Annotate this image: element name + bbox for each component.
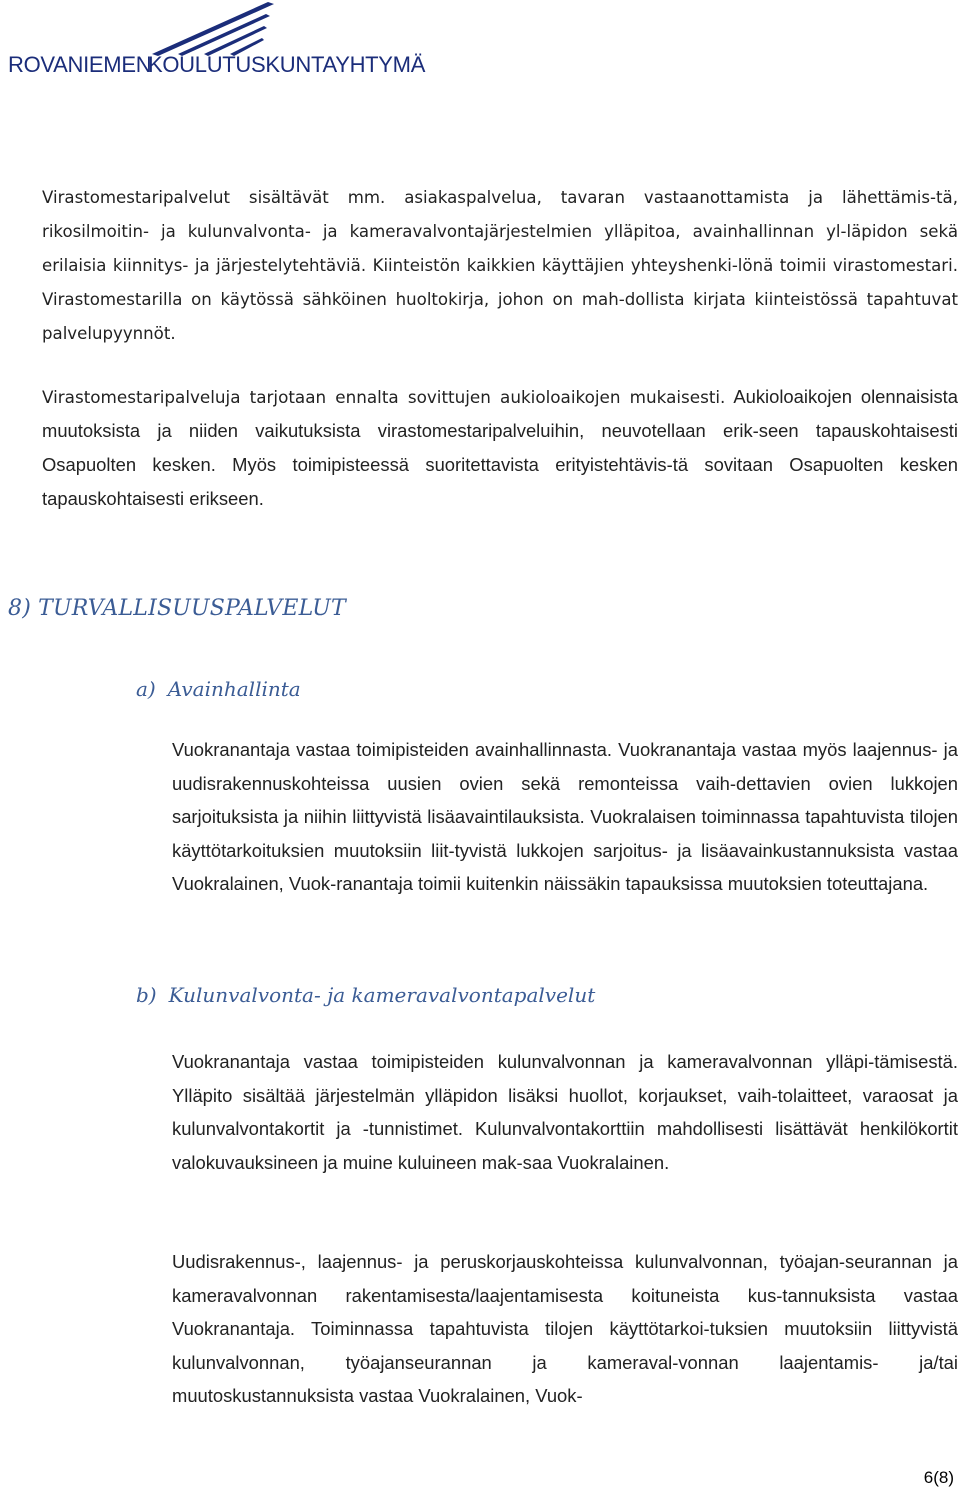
key-management-paragraph: Vuokranantaja vastaa toimipisteiden avainhallinnasta. Vuokranantaja vastaa myös laajennus- ja uudisrakennuskohteissa uusien ovien sekä remonteissa vaih-dettavien ovien lukkojen sarjoituksista ja niihin liittyvistä lisäavaintilauksista. Vuokralaisen toiminnassa tapahtuvista tilojen käyttötarkoituksien muutoksiin liit-tyvistä lukkojen sarjoitus- ja lisäavainkustannuksista vastaa Vuokralainen, Vuok-ranantaja toimii kuitenkin näissäkin tapauksissa muutoksien toteuttajana. xyxy=(172,739,958,895)
hours-text-1: Virastomestaripalveluja tarjotaan ennalta sovittujen aukioloaikojen mukaisesti. xyxy=(42,387,726,407)
hours-text-2: Aukioloaikojen olennaisista muutoksista ja niiden vaikutuksista virastomestaripalveluihin, neuvotellaan erik-seen tapauskohtaisesti Osapuolten kesken. xyxy=(42,386,958,475)
subsection-heading-access-control xyxy=(136,983,595,1007)
section-heading-security: 8) TURVALLISUUSPALVELUT xyxy=(8,596,346,621)
intro-paragraph xyxy=(42,181,958,351)
logo-swoosh-icon xyxy=(148,0,278,56)
hours-text-3: Myös toimipisteessä suoritettavista erityistehtävis-tä sovitaan Osapuolten kesken tapauskohtaisesti erikseen. xyxy=(42,454,958,509)
subsection-heading-key-management xyxy=(136,677,301,701)
intro-text: Virastomestaripalvelut sisältävät mm. asiakaspalvelua, tavaran vastaanottamista ja lähettämis-tä, rikosilmoitin- ja kulunvalvonta- ja kameravalvontajärjestelmien ylläpitoa, avainhallinnan yl-läpidon sekä erilaisia kiinnitys- ja järjestelytehtäviä. Kiinteistön kaikkien käyttäjien yhteyshenki-lönä toimii virastomestari. Virastomestarilla on käytössä sähköinen huoltokirja, johon on mah-dollista kirjata kiinteistössä tapahtuvat palvelupyynnöt. xyxy=(42,188,958,343)
logo-text-left: ROVANIEMEN xyxy=(8,52,152,77)
opening-hours-paragraph xyxy=(42,380,958,516)
subsection-number-b: b) xyxy=(136,983,157,1007)
page-number: 6(8) xyxy=(923,1468,954,1487)
subsection-title-a: Avainhallinta xyxy=(167,677,301,701)
organization-logo xyxy=(8,0,478,90)
logo-text-right: KOULUTUSKUNTAYHTYMÄ xyxy=(148,52,426,77)
access-control-paragraph-2: Uudisrakennus-, laajennus- ja peruskorjauskohteissa kulunvalvonnan, työajan-seurannan ja kameravalvonnan rakentamisesta/laajentamisesta koituneista kus-tannuksista vastaa Vuokranantaja. Toiminnassa tapahtuvista tilojen käyttötarkoi-tuksien muutoksiin liittyvistä kulunvalvonnan, työajanseurannan ja kameraval-vonnan laajentamis- ja/tai muutoskustannuksista vastaa Vuokralainen, Vuok- xyxy=(172,1251,958,1407)
subsection-title-b: Kulunvalvonta- ja kameravalvontapalvelut xyxy=(168,983,596,1007)
access-control-paragraph-1: Vuokranantaja vastaa toimipisteiden kulunvalvonnan ja kameravalvonnan ylläpi-tämisestä. Ylläpito sisältää järjestelmän ylläpidon lisäksi huollot, korjaukset, vaih-tolaitteet, varaosat ja kulunvalvontakortit ja -tunnistimet. Kulunvalvontakorttiin mahdollisesti lisättävät henkilökortit valokuvauksineen ja muine kuluineen mak-saa Vuokralainen. xyxy=(172,1051,958,1173)
subsection-number-a: a) xyxy=(136,677,156,701)
